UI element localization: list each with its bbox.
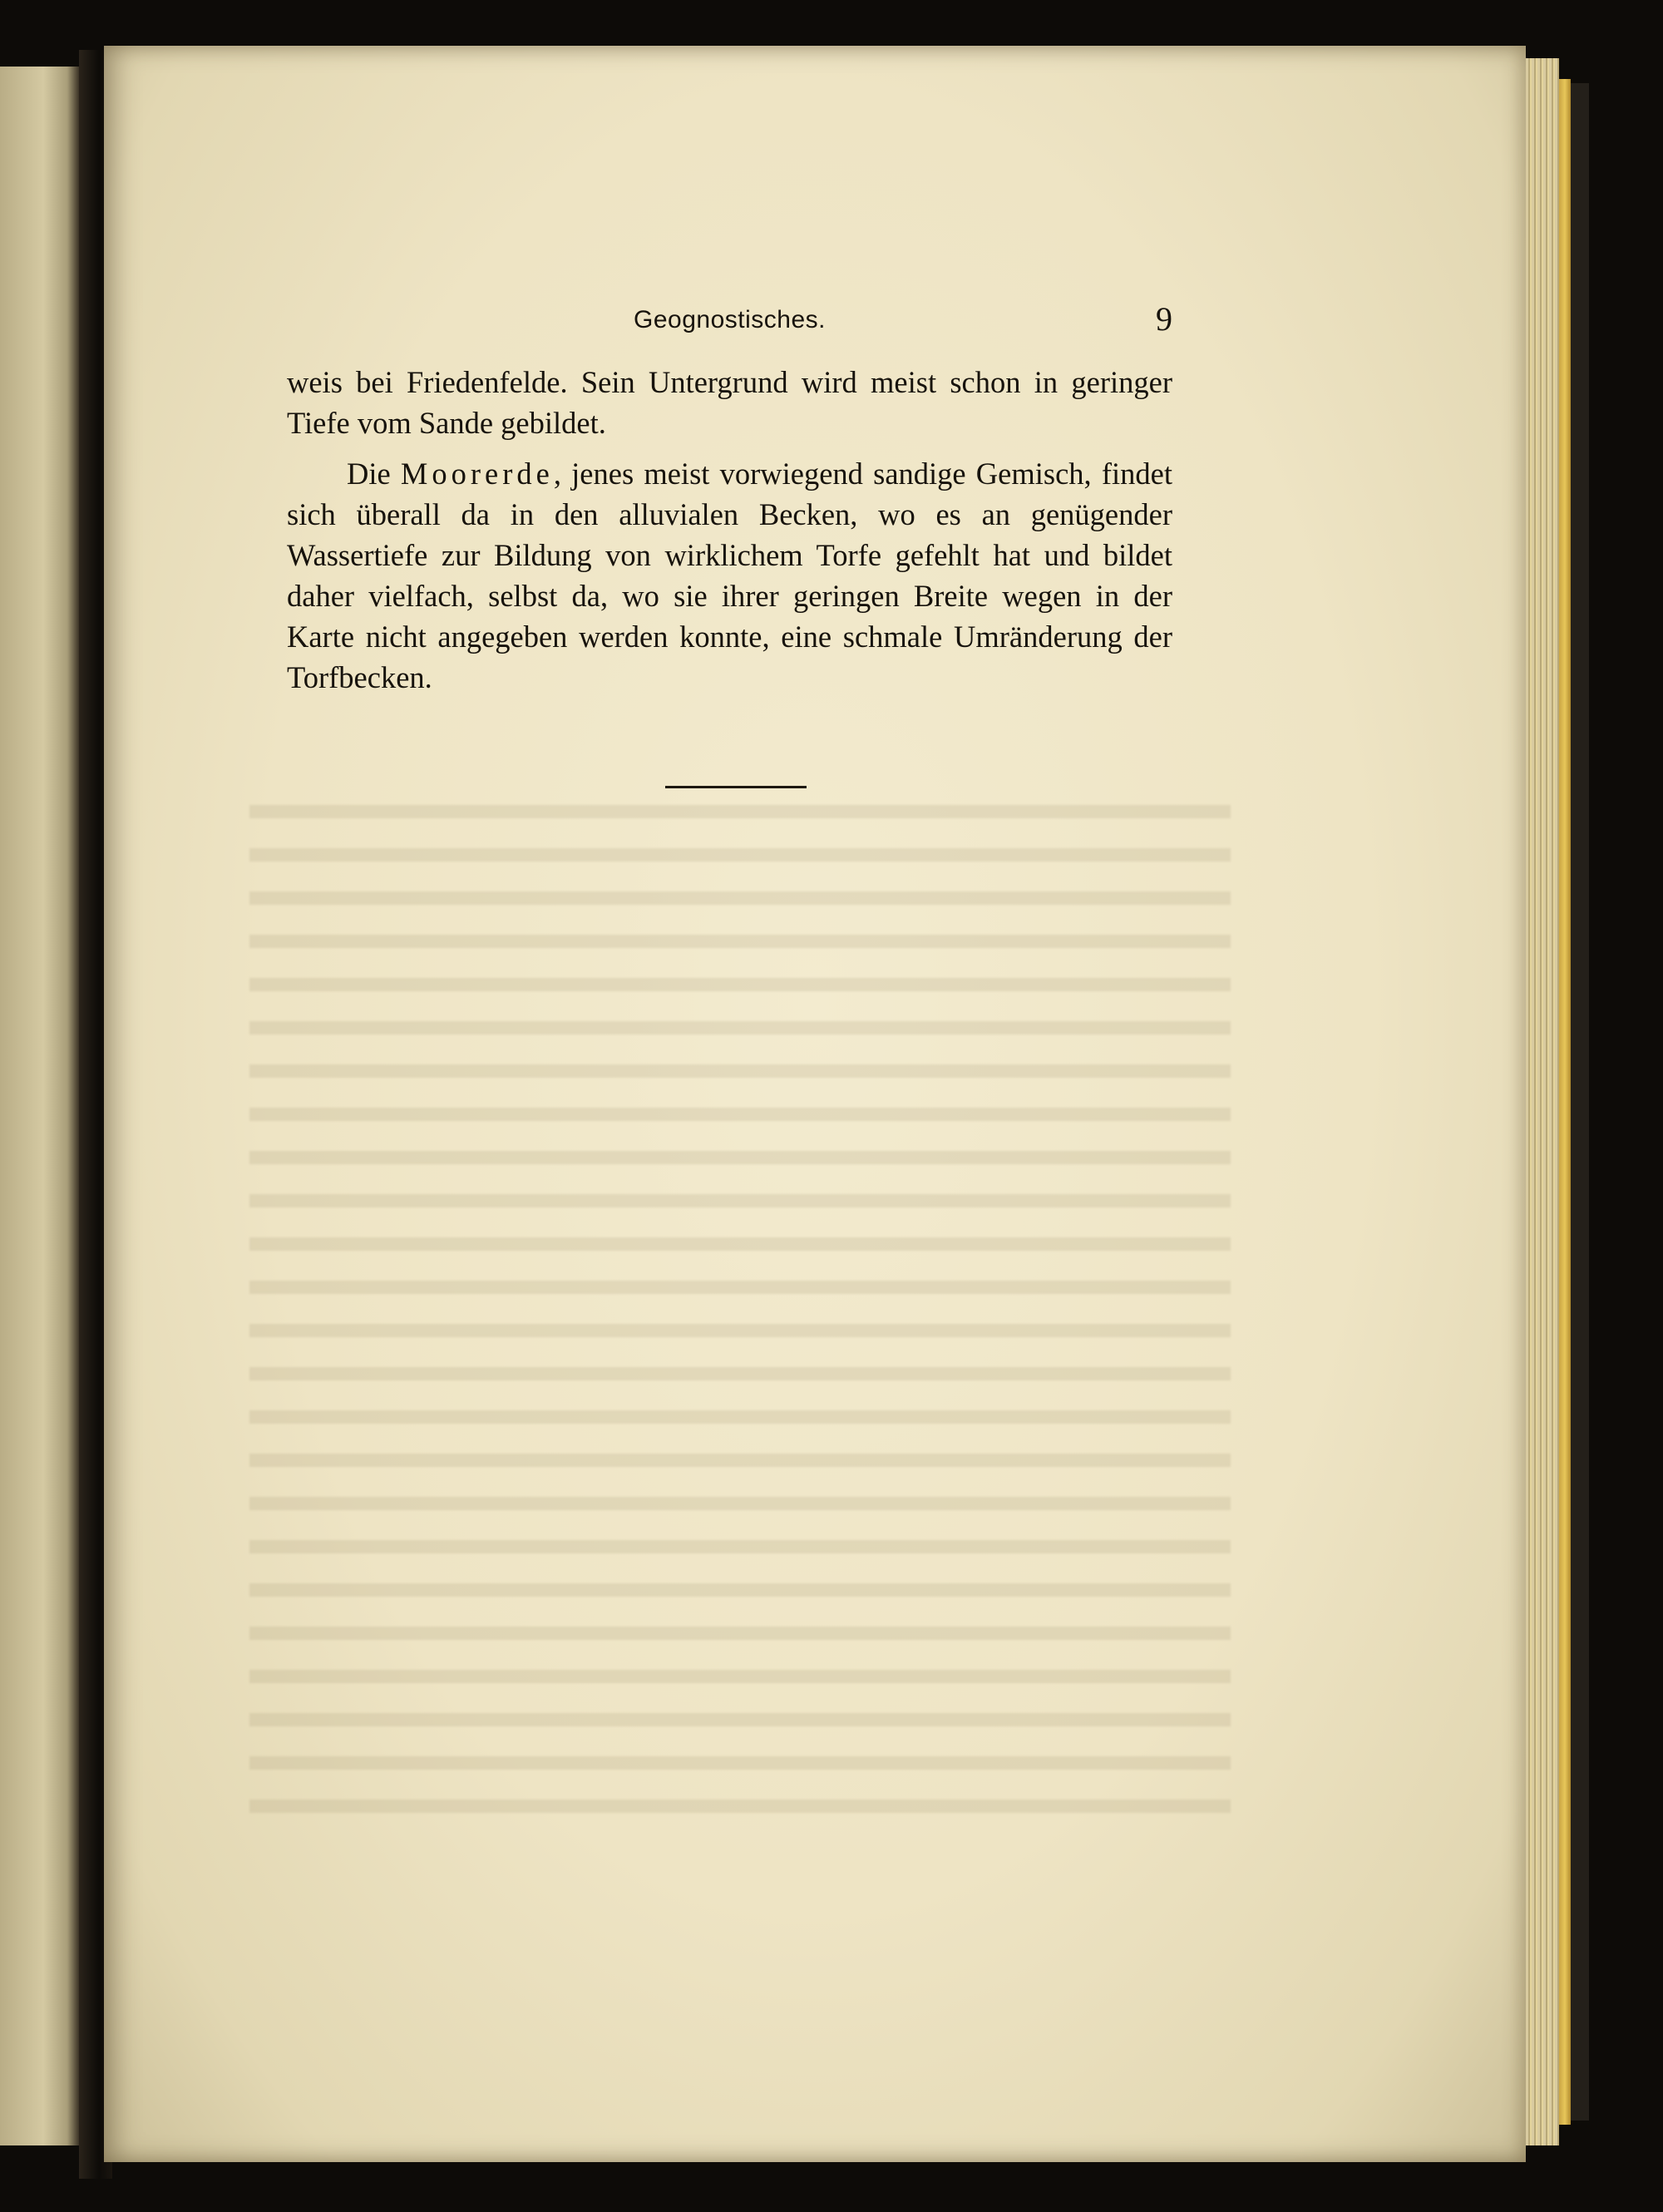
gilt-edge	[1559, 79, 1571, 2125]
paragraph-2-rest: , jenes meist vorwiegend sandige Gemisch, findet sich überall da in den alluvialen Becken, wo es an genügender Wassertiefe zur Bildung von wirklichem Torfe gefehlt hat und bildet daher vielfach, selbst da, wo sie ihrer geringen Breite wegen in der Karte nicht angegeben werden konnte, eine schmale Umränderung der Torfbecken.	[287, 457, 1173, 694]
paragraph-2-spaced-term: Moorerde	[400, 457, 554, 491]
paragraph-2	[287, 453, 1172, 698]
page-edges	[1526, 58, 1559, 2145]
running-head-title: Geognostisches.	[634, 306, 826, 333]
bleed-through-texture	[249, 790, 1231, 1821]
running-head	[287, 299, 1172, 349]
paragraph-1: weis bei Friedenfelde. Sein Untergrund wird meist schon in geringer Tiefe vom Sande gebildet.	[287, 365, 1172, 440]
section-rule	[665, 786, 807, 788]
book-cover-edge	[1571, 83, 1589, 2121]
text-block	[287, 299, 1172, 698]
facing-page-edge	[0, 67, 79, 2145]
paragraph-2-prefix: Die	[347, 457, 401, 491]
page-number: 9	[1156, 300, 1172, 338]
